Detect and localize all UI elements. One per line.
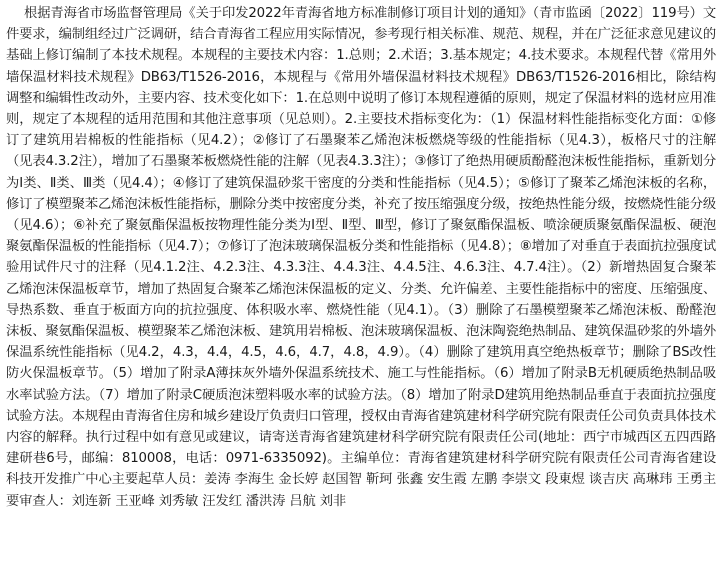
document-body-paragraph: 根据青海省市场监督管理局《关于印发2022年青海省地方标准制修订项目计划的通知》（青市监函〔2022〕119号）文件要求，编制组经过广泛调研，结合青海省工程应用实际情况，参考现行相关标准、规范、规程，并在广泛征求意见建议的基础上修订编制了本技术规程。本规程的主要技术内容：1.总则；2.术语；3.基本规定；4.技术要求。本规程代替《常用外墙保温材料技术规程》DB63/T1526-2016，本规程与《常用外墙保温材料技术规程》DB63/T1526-2016相比，除结构调整和编辑性改动外，主要内容、技术变化如下：1.在总则中说明了修订本规程遵循的原则，规定了保温材料的选材应用准则，规定了本规程的适用范围和其他注意事项（见总则）。2.主要技术指标变化为：（1）保温材料性能指标变化方面：①修订了建筑用岩棉板的性能指标（见4.2）；②修订了石墨聚苯乙烯泡沫板燃烧等级的性能指标（见4.3），板格尺寸的注解（见表4.3.2注），增加了石墨聚苯板燃烧性能的注解（见表4.3.3注）；③修订了绝热用硬质酚醛泡沫板性能指标，重新划分为Ⅰ类、Ⅱ类、Ⅲ类（见4.4）；④修订了建筑保温砂浆干密度的分类和性能指标（见4.5）；⑤修订了聚苯乙烯泡沫板的名称，修订了模塑聚苯乙烯泡沫板性能指标，删除分类中按密度分类，补充了按压缩强度分级，按绝热性能分级，按燃烧性能分级（见4.6）；⑥补充了聚氨酯保温板按物理性能分类为Ⅰ型、Ⅱ型、Ⅲ型，修订了聚氨酯保温板、喷涂硬质聚氨酯保温板、硬泡聚氨酯保温板的性能指标（见4.7）；⑦修订了泡沫玻璃保温板分类和性能指标（见4.8）；⑧增加了对垂直于表面抗拉强度试验用试件尺寸的注释（见4.1.2注、4.2.3注、4.3.3注、4.4.3注、4.4.5注、4.6.3注、4.7.4注）。（2）新增热固复合聚苯乙烯泡沫保温板章节，增加了热固复合聚苯乙烯泡沫保温板的定义、分类、允许偏差、主要性能指标中的密度、压缩强度、导热系数、垂直于板面方向的抗拉强度、体积吸水率、燃烧性能（见4.1）。（3）删除了石墨模塑聚苯乙烯泡沫板、酚醛泡沫板、聚氨酯保温板、模塑聚苯乙烯泡沫板、建筑用岩棉板、泡沫玻璃保温板、泡沫陶瓷绝热制品、建筑保温砂浆的外墙外保温系统性能指标（见4.2，4.3，4.4，4.5，4.6，4.7，4.8，4.9）。（4）删除了建筑用真空绝热板章节；删除了BS改性防火保温板章节。（5）增加了附录A薄抹灰外墙外保温系统技术、施工与性能指标。（6）增加了附录B无机硬质绝热制品吸水率试验方法。（7）增加了附录C硬质泡沫塑料吸水率的试验方法。（8）增加了附录D建筑用绝热制品垂直于表面抗拉强度试验方法。本规程由青海省住房和城乡建设厅负责归口管理，授权由青海省建筑建材科学研究院有限责任公司负责具体技术内容的解释。执行过程中如有意见或建议，请寄送青海省建筑建材科学研究院有限责任公司(地址：西宁市城西区五四西路建研巷6号，邮编：810008，电话：0971-6335092)。主编单位：青海省建筑建材科学研究院有限责任公司青海省建设科技开发推广中心主要起草人员：姜涛 李海生 金长婷 赵国智 靳珂 张鑫 安生霞 左鹏 李崇文 段東煜 谈吉庆 高琳玮 王勇主要审查人：刘连新 王亚峰 刘秀敏 汪发红 潘洪涛 吕航 刘非 xyxy=(6,6,716,509)
